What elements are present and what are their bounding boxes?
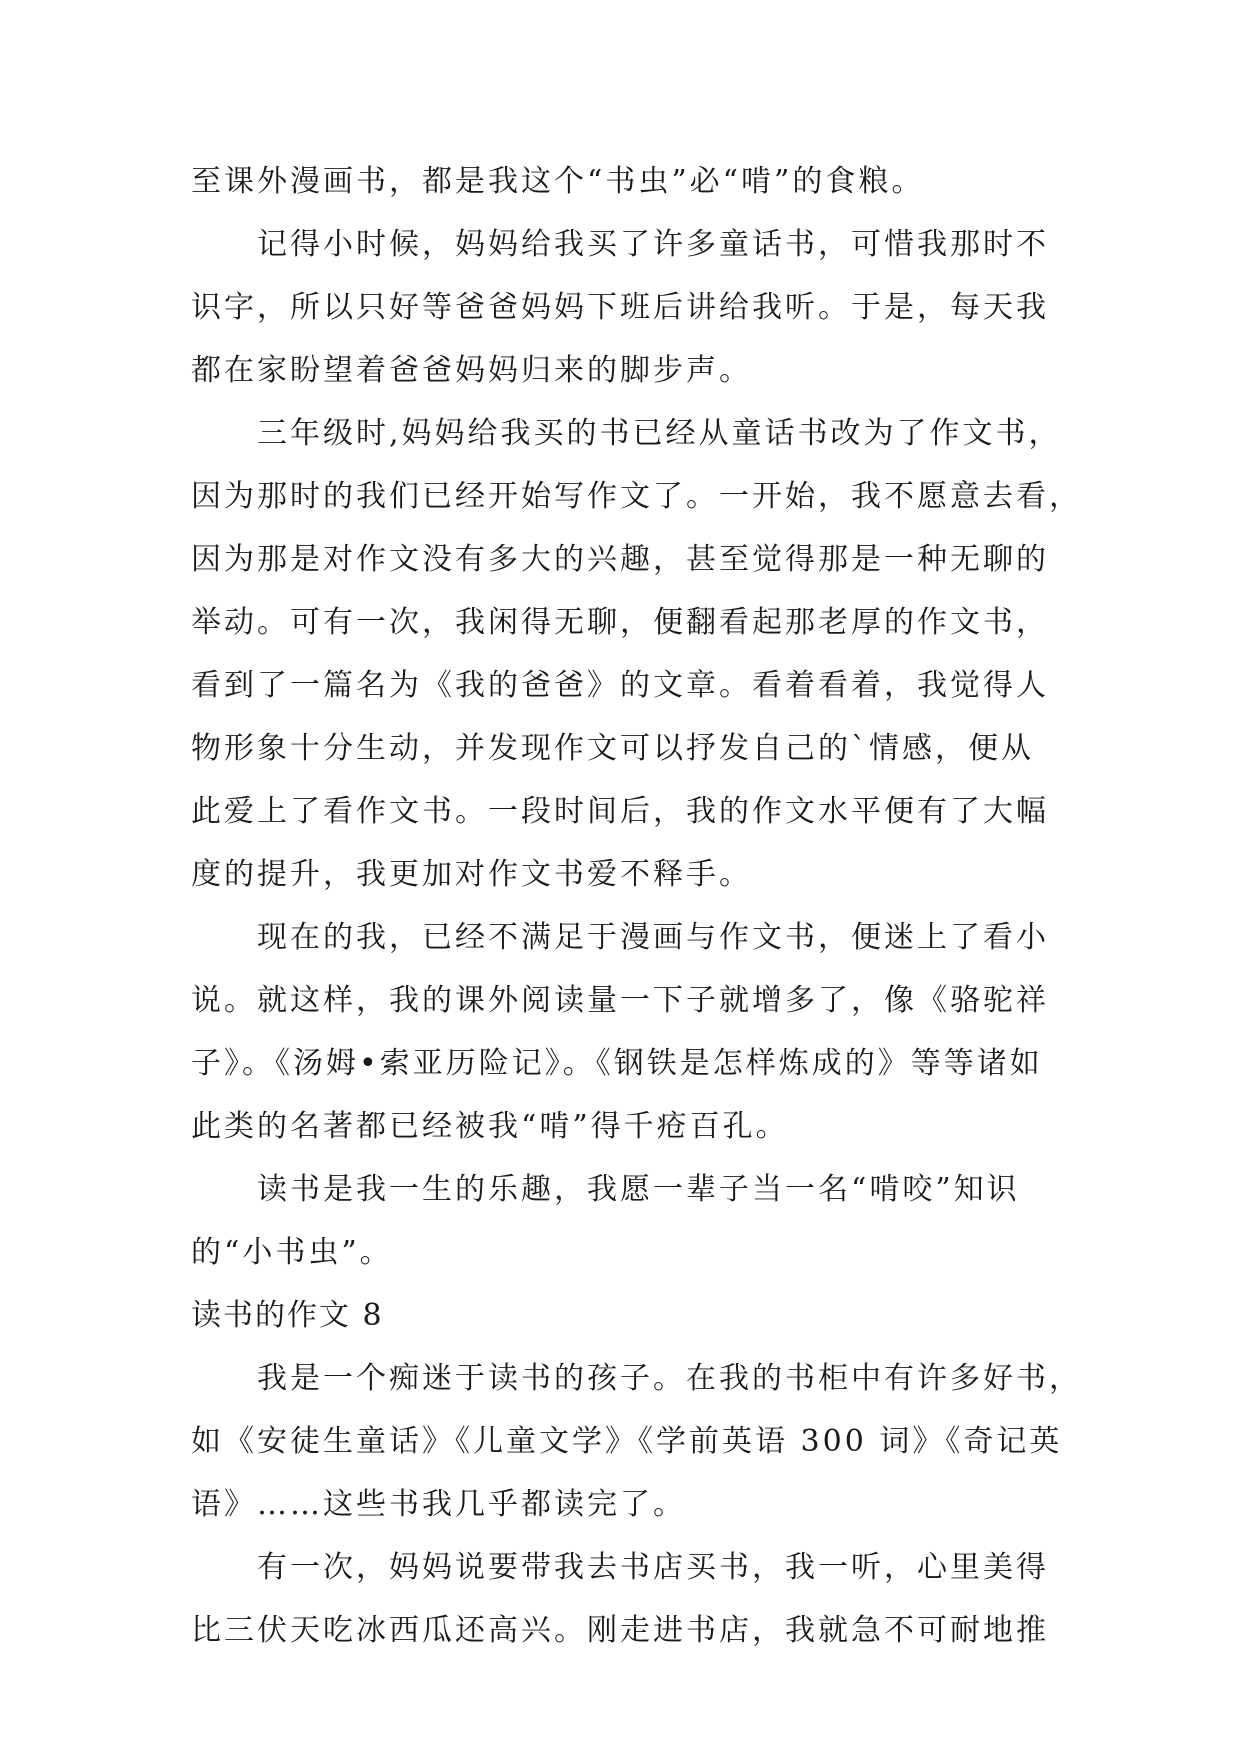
text-line: 此类的名著都已经被我“啃”得千疮百孔。 <box>191 1109 789 1144</box>
section-heading: 读书的作文 8 <box>191 1298 384 1333</box>
document-page <box>191 150 1082 1662</box>
text-line: 看到了一篇名为《我的爸爸》的文章。看着看着，我觉得人 <box>191 668 1049 703</box>
text-line: 我是一个痴迷于读书的孩子。在我的书柜中有许多好书， <box>257 1361 1082 1396</box>
text-line: 语》……这些书我几乎都读完了。 <box>191 1487 686 1522</box>
text-line: 都在家盼望着爸爸妈妈归来的脚步声。 <box>191 353 752 388</box>
text-line: 识字，所以只好等爸爸妈妈下班后讲给我听。于是，每天我 <box>191 290 1049 325</box>
text-line: 此爱上了看作文书。一段时间后，我的作文水平便有了大幅 <box>191 794 1049 829</box>
text-line: 比三伏天吃冰西瓜还高兴。刚走进书店，我就急不可耐地推 <box>191 1613 1049 1648</box>
text-line: 度的提升，我更加对作文书爱不释手。 <box>191 857 752 892</box>
text-line: 子》。《汤姆•索亚历险记》。《钢铁是怎样炼成的》等等诸如 <box>191 1046 1043 1081</box>
text-line: 有一次，妈妈说要带我去书店买书，我一听，心里美得 <box>257 1550 1049 1585</box>
text-line: 物形象十分生动，并发现作文可以抒发自己的`情感，便从 <box>191 731 1034 766</box>
text-line: 三年级时,妈妈给我买的书已经从童话书改为了作文书， <box>257 416 1062 451</box>
text-line: 因为那时的我们已经开始写作文了。一开始，我不愿意去看， <box>191 479 1082 514</box>
text-line: 说。就这样，我的课外阅读量一下子就增多了，像《骆驼祥 <box>191 983 1049 1018</box>
text-line: 举动。可有一次，我闲得无聊，便翻看起那老厚的作文书， <box>191 605 1049 640</box>
text-line: 现在的我，已经不满足于漫画与作文书，便迷上了看小 <box>257 920 1049 955</box>
text-line: 如《安徒生童话》《儿童文学》《学前英语 300 词》《奇记英 <box>191 1424 1063 1459</box>
text-line: 因为那是对作文没有多大的兴趣，甚至觉得那是一种无聊的 <box>191 542 1049 577</box>
text-line: 读书是我一生的乐趣，我愿一辈子当一名“啃咬”知识 <box>257 1172 1020 1207</box>
text-line: 的“小书虫”。 <box>191 1235 393 1270</box>
text-line: 至课外漫画书，都是我这个“书虫”必“啃”的食粮。 <box>191 164 925 199</box>
text-line: 记得小时候，妈妈给我买了许多童话书，可惜我那时不 <box>257 227 1049 262</box>
